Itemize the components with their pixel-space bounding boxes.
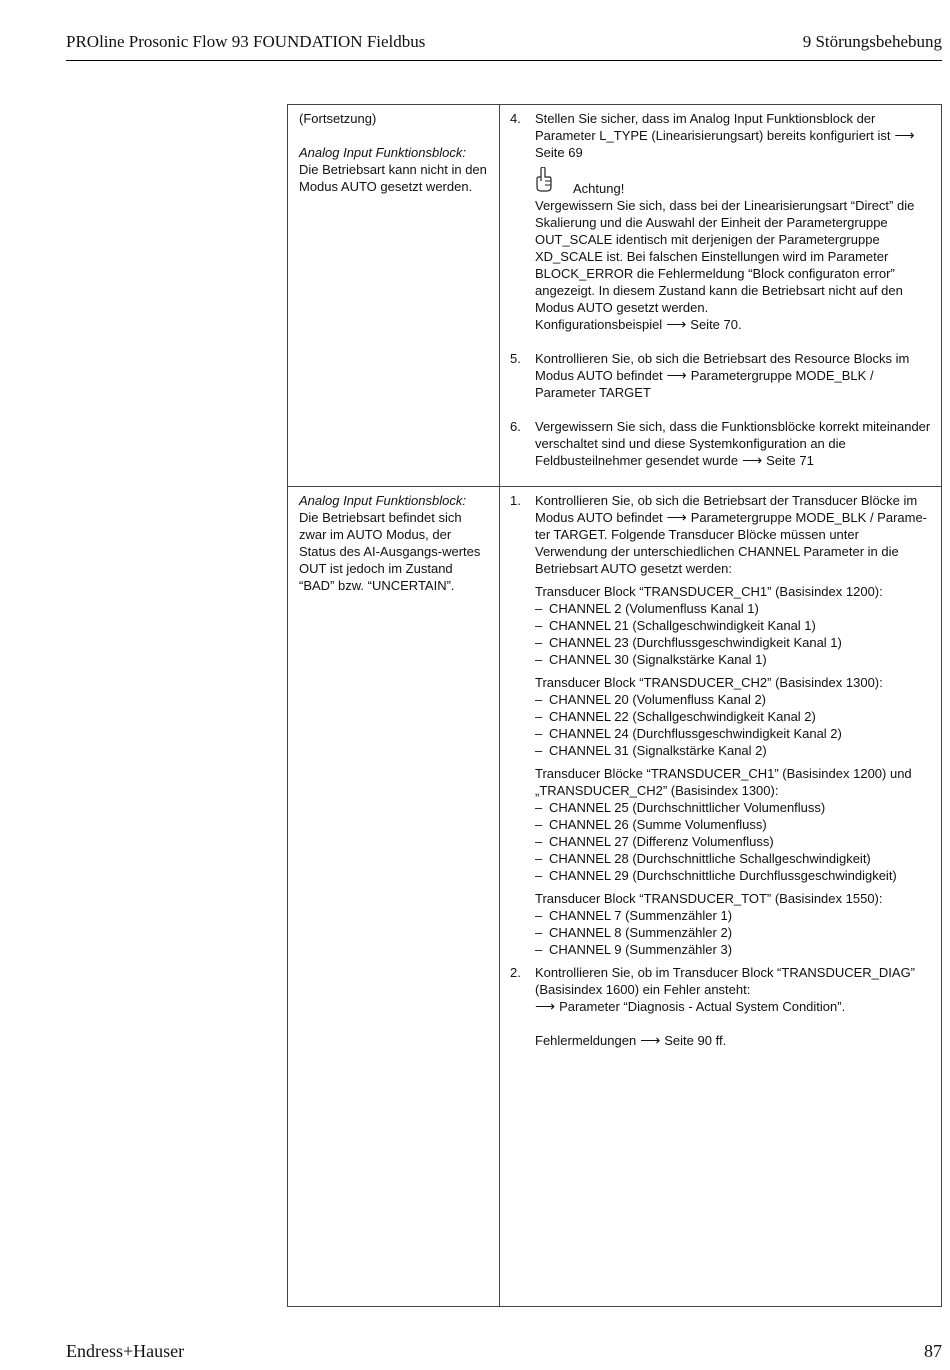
channel-group-title: Transducer Block “TRANSDUCER_TOT” (Basisindex 1550): [535,891,883,906]
step-text: Kontrollieren Sie, ob im Transducer Block “TRANSDUCER_DIAG” (Basisindex 1600) ein Fehler ansteht: [535,965,916,997]
list-item: – CHANNEL 9 (Summenzähler 3) [535,941,933,958]
step-2 [510,964,933,1049]
problem-cell [288,105,500,487]
list-item: – CHANNEL 23 (Durchflussgeschwindigkeit Kanal 1) [535,634,933,651]
list-item: – CHANNEL 31 (Signalkstärke Kanal 2) [535,742,933,759]
caution-label: Achtung! [573,181,625,196]
arrow-right-icon: ⟶ [535,998,556,1014]
list-item: – CHANNEL 24 (Durchflussgeschwindigkeit Kanal 2) [535,725,933,742]
channel-group-title: Transducer Blöcke “TRANSDUCER_CH1” (Basisindex 1200) und „TRANSDUCER_CH2” (Basisindex 1300): [535,766,912,798]
step-6 [510,418,933,469]
solution-cell [500,487,942,1307]
caution-text: Vergewissern Sie sich, dass bei der Linearisierungsart “Direct” die Skalierung und die Auswahl der Einheit der Parametergruppe OUT_SCALE identisch mit derjenigen der Parametergruppe XD_SCALE ist. Bei falschen Einstellungen wird im Parameter BLOCK_ERROR die Fehlermeldung “Block configuraton error” angezeigt. In diesem Zustand kann die Betriebsart nicht auf den Modus AUTO gesetzt werden. [535,198,915,315]
solution-cell [500,105,942,487]
arrow-right-icon: ⟶ [666,509,687,525]
channel-group-title: Transducer Block “TRANSDUCER_CH2” (Basisindex 1300): [535,675,883,690]
page-header [66,30,942,61]
list-item: – CHANNEL 21 (Schallgeschwindigkeit Kanal 1) [535,617,933,634]
step-text: Kontrollieren Sie, ob sich die Betriebsart der Transducer Blöcke im Modus AUTO befindet [535,493,918,525]
step-number: 5. [510,351,521,366]
page-reference: Seite 69 [535,145,583,160]
page-reference: Seite 71 [766,453,814,468]
section-title: 9 Störungsbehebung [802,32,942,51]
step-text: Stellen Sie sicher, dass im Analog Input Funktionsblock der Parameter L_TYPE (Linearisierungsart) bereits konfiguriert ist [535,111,891,143]
page-reference: Seite 70. [690,317,742,332]
continuation-label: (Fortsetzung) [299,111,377,126]
channel-group [535,583,933,668]
step-5 [510,350,933,401]
brand-logo: Endress+Hauser [66,1341,185,1361]
list-item: – CHANNEL 26 (Summe Volumenfluss) [535,816,933,833]
step-1 [510,492,933,958]
arrow-right-icon: ⟶ [742,452,763,468]
pointing-hand-icon [535,167,553,197]
problem-text: Die Betriebsart kann nicht in den Modus AUTO gesetzt werden. [299,162,487,194]
list-item: – CHANNEL 27 (Differenz Volumenfluss) [535,833,933,850]
list-item: – CHANNEL 25 (Durchschnittlicher Volumenfluss) [535,799,933,816]
table-row [288,105,942,487]
list-item: – CHANNEL 22 (Schallgeschwindigkeit Kanal 2) [535,708,933,725]
arrow-right-icon: ⟶ [666,316,687,332]
caution-note [535,161,933,333]
table-row [288,487,942,1307]
troubleshooting-table [287,104,942,1307]
channel-group [535,765,933,884]
list-item: – CHANNEL 7 (Summenzähler 1) [535,907,933,924]
channel-groups [535,583,933,958]
step-number: 2. [510,965,521,980]
list-item: – CHANNEL 28 (Durchschnittliche Schallgeschwindigkeit) [535,850,933,867]
step-4 [510,110,933,333]
step-text: Kontrollieren Sie, ob sich die Betriebsart des Resource Blocks im Modus AUTO befindet [535,351,910,383]
problem-cell [288,487,500,1307]
list-item: – CHANNEL 20 (Volumenfluss Kanal 2) [535,691,933,708]
problem-text: Die Betriebsart befindet sich zwar im AUTO Modus, der Status des AI-Ausgangs-wertes OUT ist jedoch im Zustand “BAD” bzw. “UNCERTAIN”. [299,510,481,593]
channel-group-title: Transducer Block “TRANSDUCER_CH1” (Basisindex 1200): [535,584,883,599]
channel-group [535,890,933,958]
error-messages-label: Fehlermeldungen [535,1033,637,1048]
parameter-reference: Parametergruppe MODE_BLK / Parame-ter TARGET. Folgende Transducer Blöcke müssen unter Verwendung der unterschiedlichen CHANNEL Parameter in die Betriebsart AUTO gesetzt werden: [535,510,928,576]
document-title: PROline Prosonic Flow 93 FOUNDATION Fieldbus [66,32,426,51]
channel-group [535,674,933,759]
list-item: – CHANNEL 2 (Volumenfluss Kanal 1) [535,600,933,617]
step-number: 1. [510,493,521,508]
arrow-right-icon: ⟶ [640,1032,661,1048]
page-number: 87 [924,1341,942,1361]
list-item: – CHANNEL 30 (Signalkstärke Kanal 1) [535,651,933,668]
page-reference: Seite 90 ff. [664,1033,727,1048]
parameter-reference: Parametergruppe MODE_BLK / Parameter TARGET [535,368,874,400]
example-label: Konfigurationsbeispiel [535,317,663,332]
step-number: 6. [510,419,521,434]
step-text: Vergewissern Sie sich, dass die Funktionsblöcke korrekt miteinander verschaltet sind und diese Systemkonfiguration an die Feldbusteilnehmer gesendet wurde [535,419,931,468]
step-number: 4. [510,111,521,126]
list-item: – CHANNEL 8 (Summenzähler 2) [535,924,933,941]
arrow-right-icon: ⟶ [666,367,687,383]
block-name: Analog Input Funktionsblock: [299,145,466,160]
arrow-right-icon: ⟶ [894,127,915,143]
parameter-reference: Parameter “Diagnosis - Actual System Condition”. [559,999,846,1014]
list-item: – CHANNEL 29 (Durchschnittliche Durchflussgeschwindigkeit) [535,867,933,884]
block-name: Analog Input Funktionsblock: [299,493,466,508]
